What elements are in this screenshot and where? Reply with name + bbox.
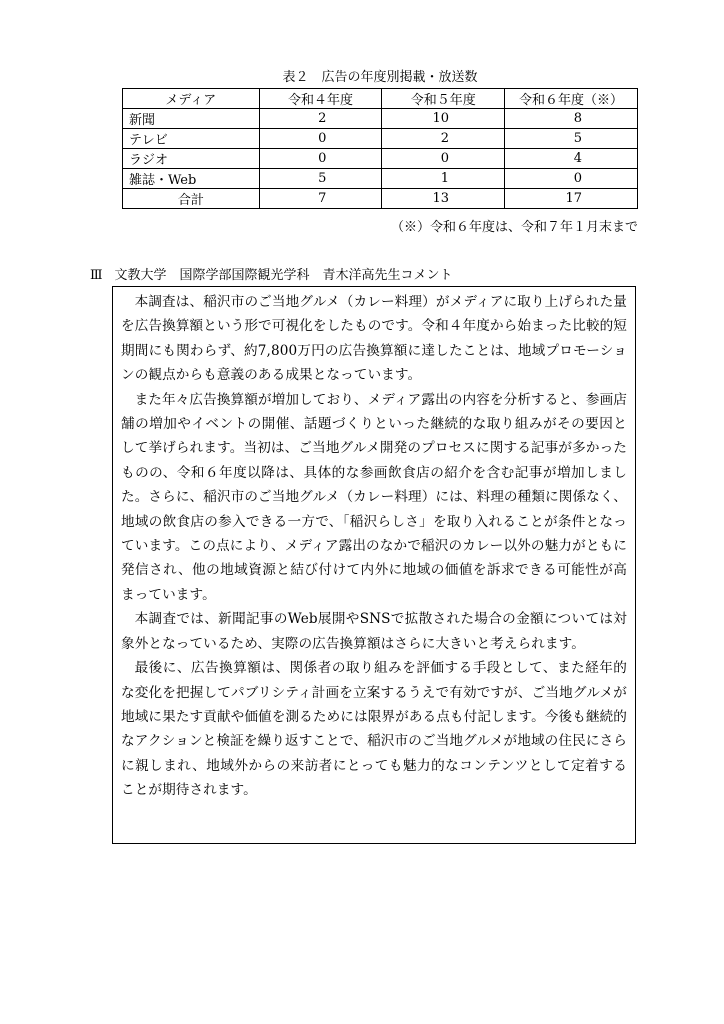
cell-media: 雑誌・Web [123, 169, 260, 189]
cell-r6: 5 [505, 129, 638, 149]
cell-total-label: 合計 [123, 189, 260, 209]
table-total-row [123, 189, 638, 209]
cell-media: 新聞 [123, 109, 260, 129]
table-row [123, 169, 638, 189]
cell-total-r5: 13 [382, 189, 505, 209]
cell-r5: 1 [382, 169, 505, 189]
header-r5: 令和５年度 [382, 89, 505, 109]
cell-r6: 0 [505, 169, 638, 189]
cell-r4: 0 [259, 149, 382, 169]
ad-count-table [122, 88, 638, 209]
comment-paragraph: また年々広告換算額が増加しており、メディア露出の内容を分析すると、参画店舗の増加やイベントの開催、話題づくりといった継続的な取り組みがその要因として挙げられます。当初は、ご当地グルメ開発のプロセスに関する記事が多かったものの、令和６年度以降は、具体的な参画飲食店の紹介を含む記事が増加しました。さらに、稲沢市のご当地グルメ（カレー料理）には、料理の種類に関係なく、地域の飲食店の参入できる一方で、「稲沢らしさ」を取り入れることが条件となっています。この点により、メディア露出のなかで稲沢のカレー以外の魅力がともに発信され、他の地域資源と結び付けて内外に地域の価値を訴求できる可能性が高まっています。 [121, 391, 627, 603]
comment-paragraph: 最後に、広告換算額は、関係者の取り組みを評価する手段として、また経年的な変化を把握してパブリシティ計画を立案するうえで有効ですが、ご当地グルメが地域に果たす貢献や価値を測るためには限界がある点も付記します。今後も継続的なアクションと検証を繰り返すことで、稲沢市のご当地グルメが地域の住民にさらに親しまれ、地域外からの来訪者にとっても魅力的なコンテンツとして定着することが期待されます。 [121, 660, 627, 799]
cell-r6: 8 [505, 109, 638, 129]
table-caption: 表２ 広告の年度別掲載・放送数 [282, 70, 478, 85]
cell-r6: 4 [505, 149, 638, 169]
cell-media: ラジオ [123, 149, 260, 169]
header-r4: 令和４年度 [259, 89, 382, 109]
cell-media: テレビ [123, 129, 260, 149]
cell-total-r6: 17 [505, 189, 638, 209]
header-r6: 令和６年度（※） [505, 89, 638, 109]
comment-box [112, 286, 636, 844]
comment-paragraph: 本調査は、稲沢市のご当地グルメ（カレー料理）がメディアに取り上げられた量を広告換算額という形で可視化をしたものです。令和４年度から始まった比較的短期間にも関わらず、約7,800万円の広告換算額に達したことは、地域プロモーションの観点からも意義のある成果となっています。 [121, 294, 627, 384]
cell-r5: 10 [382, 109, 505, 129]
table-footnote: （※）令和６年度は、令和７年１月末まで [390, 220, 638, 235]
table-row [123, 129, 638, 149]
table-header-row [123, 89, 638, 109]
section-heading [90, 268, 453, 284]
cell-r5: 0 [382, 149, 505, 169]
table-row [123, 149, 638, 169]
table-row [123, 109, 638, 129]
cell-r5: 2 [382, 129, 505, 149]
section-title: 文教大学 国際学部国際観光学科 青木洋高先生コメント [114, 268, 453, 283]
cell-r4: 5 [259, 169, 382, 189]
section-number: Ⅲ [90, 268, 103, 283]
cell-r4: 0 [259, 129, 382, 149]
cell-total-r4: 7 [259, 189, 382, 209]
header-media: メディア [123, 89, 260, 109]
comment-paragraph: 本調査では、新聞記事のWeb展開やSNSで拡散された場合の金額については対象外となっているため、実際の広告換算額はさらに大きいと考えられます。 [121, 611, 627, 652]
cell-r4: 2 [259, 109, 382, 129]
